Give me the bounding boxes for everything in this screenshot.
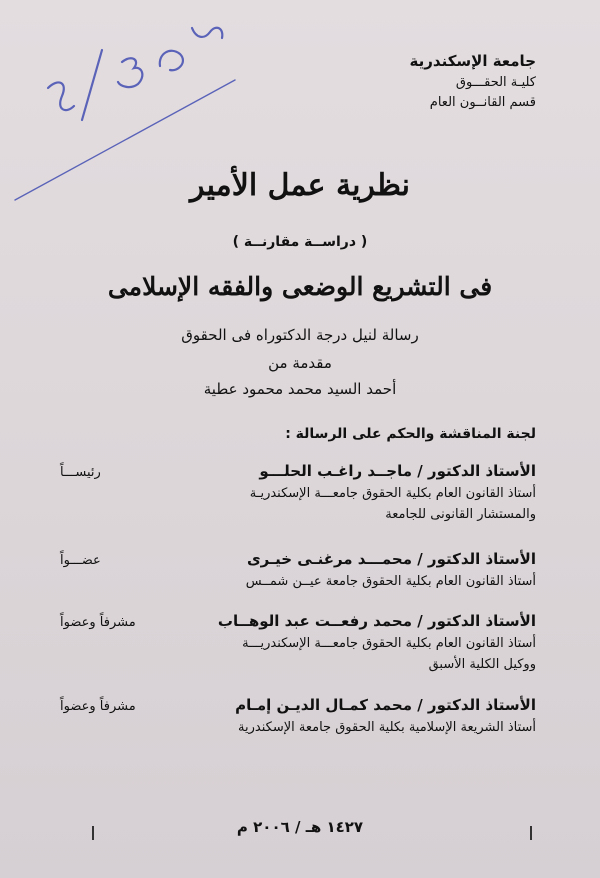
member-name: الأستاذ الدكتور / محمـــد مرغنـى خيـرى	[246, 550, 536, 568]
study-type: ( دراســة مقارنــة )	[232, 234, 368, 250]
thesis-date: ١٤٢٧ هـ / ٢٠٠٦ م	[236, 818, 364, 836]
university-name: جامعة الإسكندرية	[409, 52, 536, 70]
department-name: قسم القانــون العام	[429, 95, 536, 111]
institution-header	[410, 50, 536, 114]
scan-mark	[92, 826, 94, 840]
member-affiliation: أستاذ الشريعة الإسلامية بكلية الحقوق جامعة الإسكندرية	[238, 720, 536, 735]
committee-member	[60, 612, 536, 672]
member-affiliation: ووكيل الكلية الأسبق	[428, 657, 536, 672]
committee-member	[60, 462, 536, 522]
member-affiliation: أستاذ القانون العام بكلية الحقوق جامعـــة الإسكندريـة	[249, 486, 536, 501]
pen-stroke	[48, 82, 74, 110]
committee-member	[60, 696, 536, 735]
handwritten-note-text: ٦/٣٥٦	[17, 38, 20, 39]
degree-purpose: رسالة لنيل درجة الدكتوراه فى الحقوق	[181, 326, 419, 344]
member-role: مشرفاً وعضواً	[60, 699, 136, 714]
scan-mark	[530, 826, 532, 840]
committee-heading: لجنة المناقشة والحكم على الرسالة :	[285, 426, 536, 442]
pen-stroke	[118, 58, 142, 87]
thesis-subtitle: فى التشريع الوضعى والفقه الإسلامى	[107, 272, 493, 301]
member-affiliation: والمستشار القانونى للجامعة	[385, 507, 536, 522]
pen-stroke	[82, 50, 102, 120]
member-affiliation: أستاذ القانون العام بكلية الحقوق جامعة عيــن شمــس	[245, 574, 536, 589]
member-role: مشرفاً وعضواً	[60, 615, 136, 630]
member-role: عضـــواً	[60, 553, 101, 568]
pen-stroke	[192, 28, 222, 38]
member-affiliation: أستاذ القانون العام بكلية الحقوق جامعـــة الإسكندريـــة	[242, 636, 536, 651]
author-name: أحمد السيد محمد محمود عطية	[203, 380, 397, 398]
member-name: الأستاذ الدكتور / محمد كمـال الديـن إمـام	[235, 696, 536, 714]
pen-stroke	[160, 51, 183, 70]
member-name: الأستاذ الدكتور / محمد رفعــت عبد الوهــاب	[217, 612, 536, 630]
member-role: رئيســـاً	[60, 465, 101, 480]
presented-by-label: مقدمة من	[268, 354, 332, 372]
thesis-title: نظرية عمل الأمير	[190, 168, 410, 203]
faculty-name: كليـة الحقـــوق	[455, 75, 536, 91]
committee-member	[60, 550, 536, 589]
member-name: الأستاذ الدكتور / ماجــد راغـب الحلـــو	[259, 462, 536, 480]
